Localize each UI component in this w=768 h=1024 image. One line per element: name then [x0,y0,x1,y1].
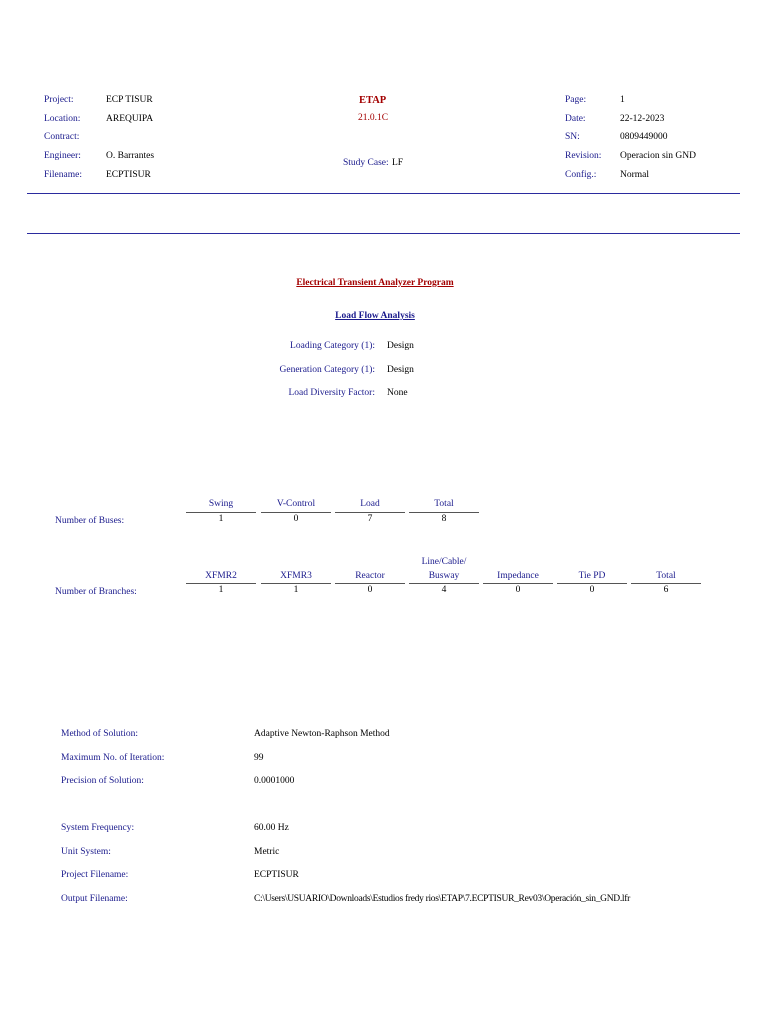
branches-row-label: Number of Branches: [55,587,137,597]
analysis-title: Load Flow Analysis [335,311,415,321]
output-filename-value: C:\Users\USUARIO\Downloads\Estudios fredy rios\ETAP\7.ECPTISUR_Rev03\Operación_sin_GND.lfr [254,894,630,904]
buses-header-vcontrol: V-Control [276,499,316,509]
branches-header-underline [557,583,627,584]
header-divider-bottom [27,233,740,234]
branches-header-xfmr3: XFMR3 [280,571,312,581]
frequency-value: 60.00 Hz [254,823,289,833]
branches-value-total: 6 [663,585,669,595]
etap-version: 21.0.1C [358,113,389,123]
branches-header-underline [186,583,256,584]
buses-header-total: Total [434,499,454,509]
buses-header-underline [186,512,256,513]
study-case-label: Study Case: [343,158,389,168]
diversity-factor-value: None [387,388,408,398]
branches-value-impedance: 0 [515,585,521,595]
method-label: Method of Solution: [61,729,139,739]
generation-category-value: Design [387,365,414,375]
branches-header-tie-pd: Tie PD [578,571,606,581]
branches-header-underline [483,583,553,584]
diversity-factor-label: Load Diversity Factor: [288,388,375,398]
buses-value-swing: 1 [218,514,224,524]
sn-label: SN: [565,132,580,142]
frequency-label: System Frequency: [61,823,135,833]
project-label: Project: [44,95,74,105]
loading-category-value: Design [387,341,414,351]
engineer-value: O. Barrantes [106,151,155,161]
branches-header-xfmr2: XFMR2 [205,571,237,581]
buses-header-underline [335,512,405,513]
branches-header-total: Total [656,571,676,581]
buses-value-vcontrol: 0 [293,514,299,524]
project-filename-label: Project Filename: [61,870,129,880]
project-value: ECP TISUR [106,95,153,105]
buses-row-label: Number of Buses: [55,516,125,526]
location-label: Location: [44,114,81,124]
study-case-value: LF [392,158,404,168]
unit-system-label: Unit System: [61,847,111,857]
generation-category-label: Generation Category (1): [279,365,375,375]
method-value: Adaptive Newton-Raphson Method [254,729,390,739]
max-iteration-label: Maximum No. of Iteration: [61,753,165,763]
branches-header-underline [335,583,405,584]
buses-value-load: 7 [367,514,373,524]
revision-label: Revision: [565,151,602,161]
branches-value-tie-pd: 0 [589,585,595,595]
contract-label: Contract: [44,132,80,142]
branches-header-underline [261,583,331,584]
buses-header-underline [261,512,331,513]
filename-value: ECPTISUR [106,170,151,180]
location-value: AREQUIPA [106,114,154,124]
branches-header-underline [631,583,701,584]
config-value: Normal [620,170,650,180]
buses-header-swing: Swing [208,499,234,509]
branches-header-reactor: Reactor [355,571,385,581]
program-title: Electrical Transient Analyzer Program [296,278,454,288]
revision-value: Operacion sin GND [620,151,696,161]
branches-header-impedance: Impedance [497,571,539,581]
branches-header-underline [409,583,479,584]
branches-value-reactor: 0 [367,585,373,595]
engineer-label: Engineer: [44,151,81,161]
branches-value-xfmr3: 1 [293,585,299,595]
precision-label: Precision of Solution: [61,776,144,786]
config-label: Config.: [565,170,597,180]
buses-header-underline [409,512,479,513]
page-label: Page: [565,95,587,105]
branches-header-line-cable-2: Busway [428,571,460,581]
branches-header-line-cable-1: Line/Cable/ [421,557,467,567]
etap-title: ETAP [359,95,387,106]
page-value: 1 [620,95,625,105]
header-divider-top [27,193,740,194]
date-label: Date: [565,114,586,124]
unit-system-value: Metric [254,847,280,857]
max-iteration-value: 99 [254,753,264,763]
project-filename-value: ECPTISUR [254,870,299,880]
date-value: 22-12-2023 [620,114,665,124]
output-filename-label: Output Filename: [61,894,128,904]
buses-header-load: Load [360,499,380,509]
precision-value: 0.0001000 [254,776,295,786]
loading-category-label: Loading Category (1): [290,341,375,351]
branches-value-xfmr2: 1 [218,585,224,595]
buses-value-total: 8 [441,514,447,524]
filename-label: Filename: [44,170,82,180]
sn-value: 0809449000 [620,132,668,142]
branches-value-line-cable: 4 [441,585,447,595]
